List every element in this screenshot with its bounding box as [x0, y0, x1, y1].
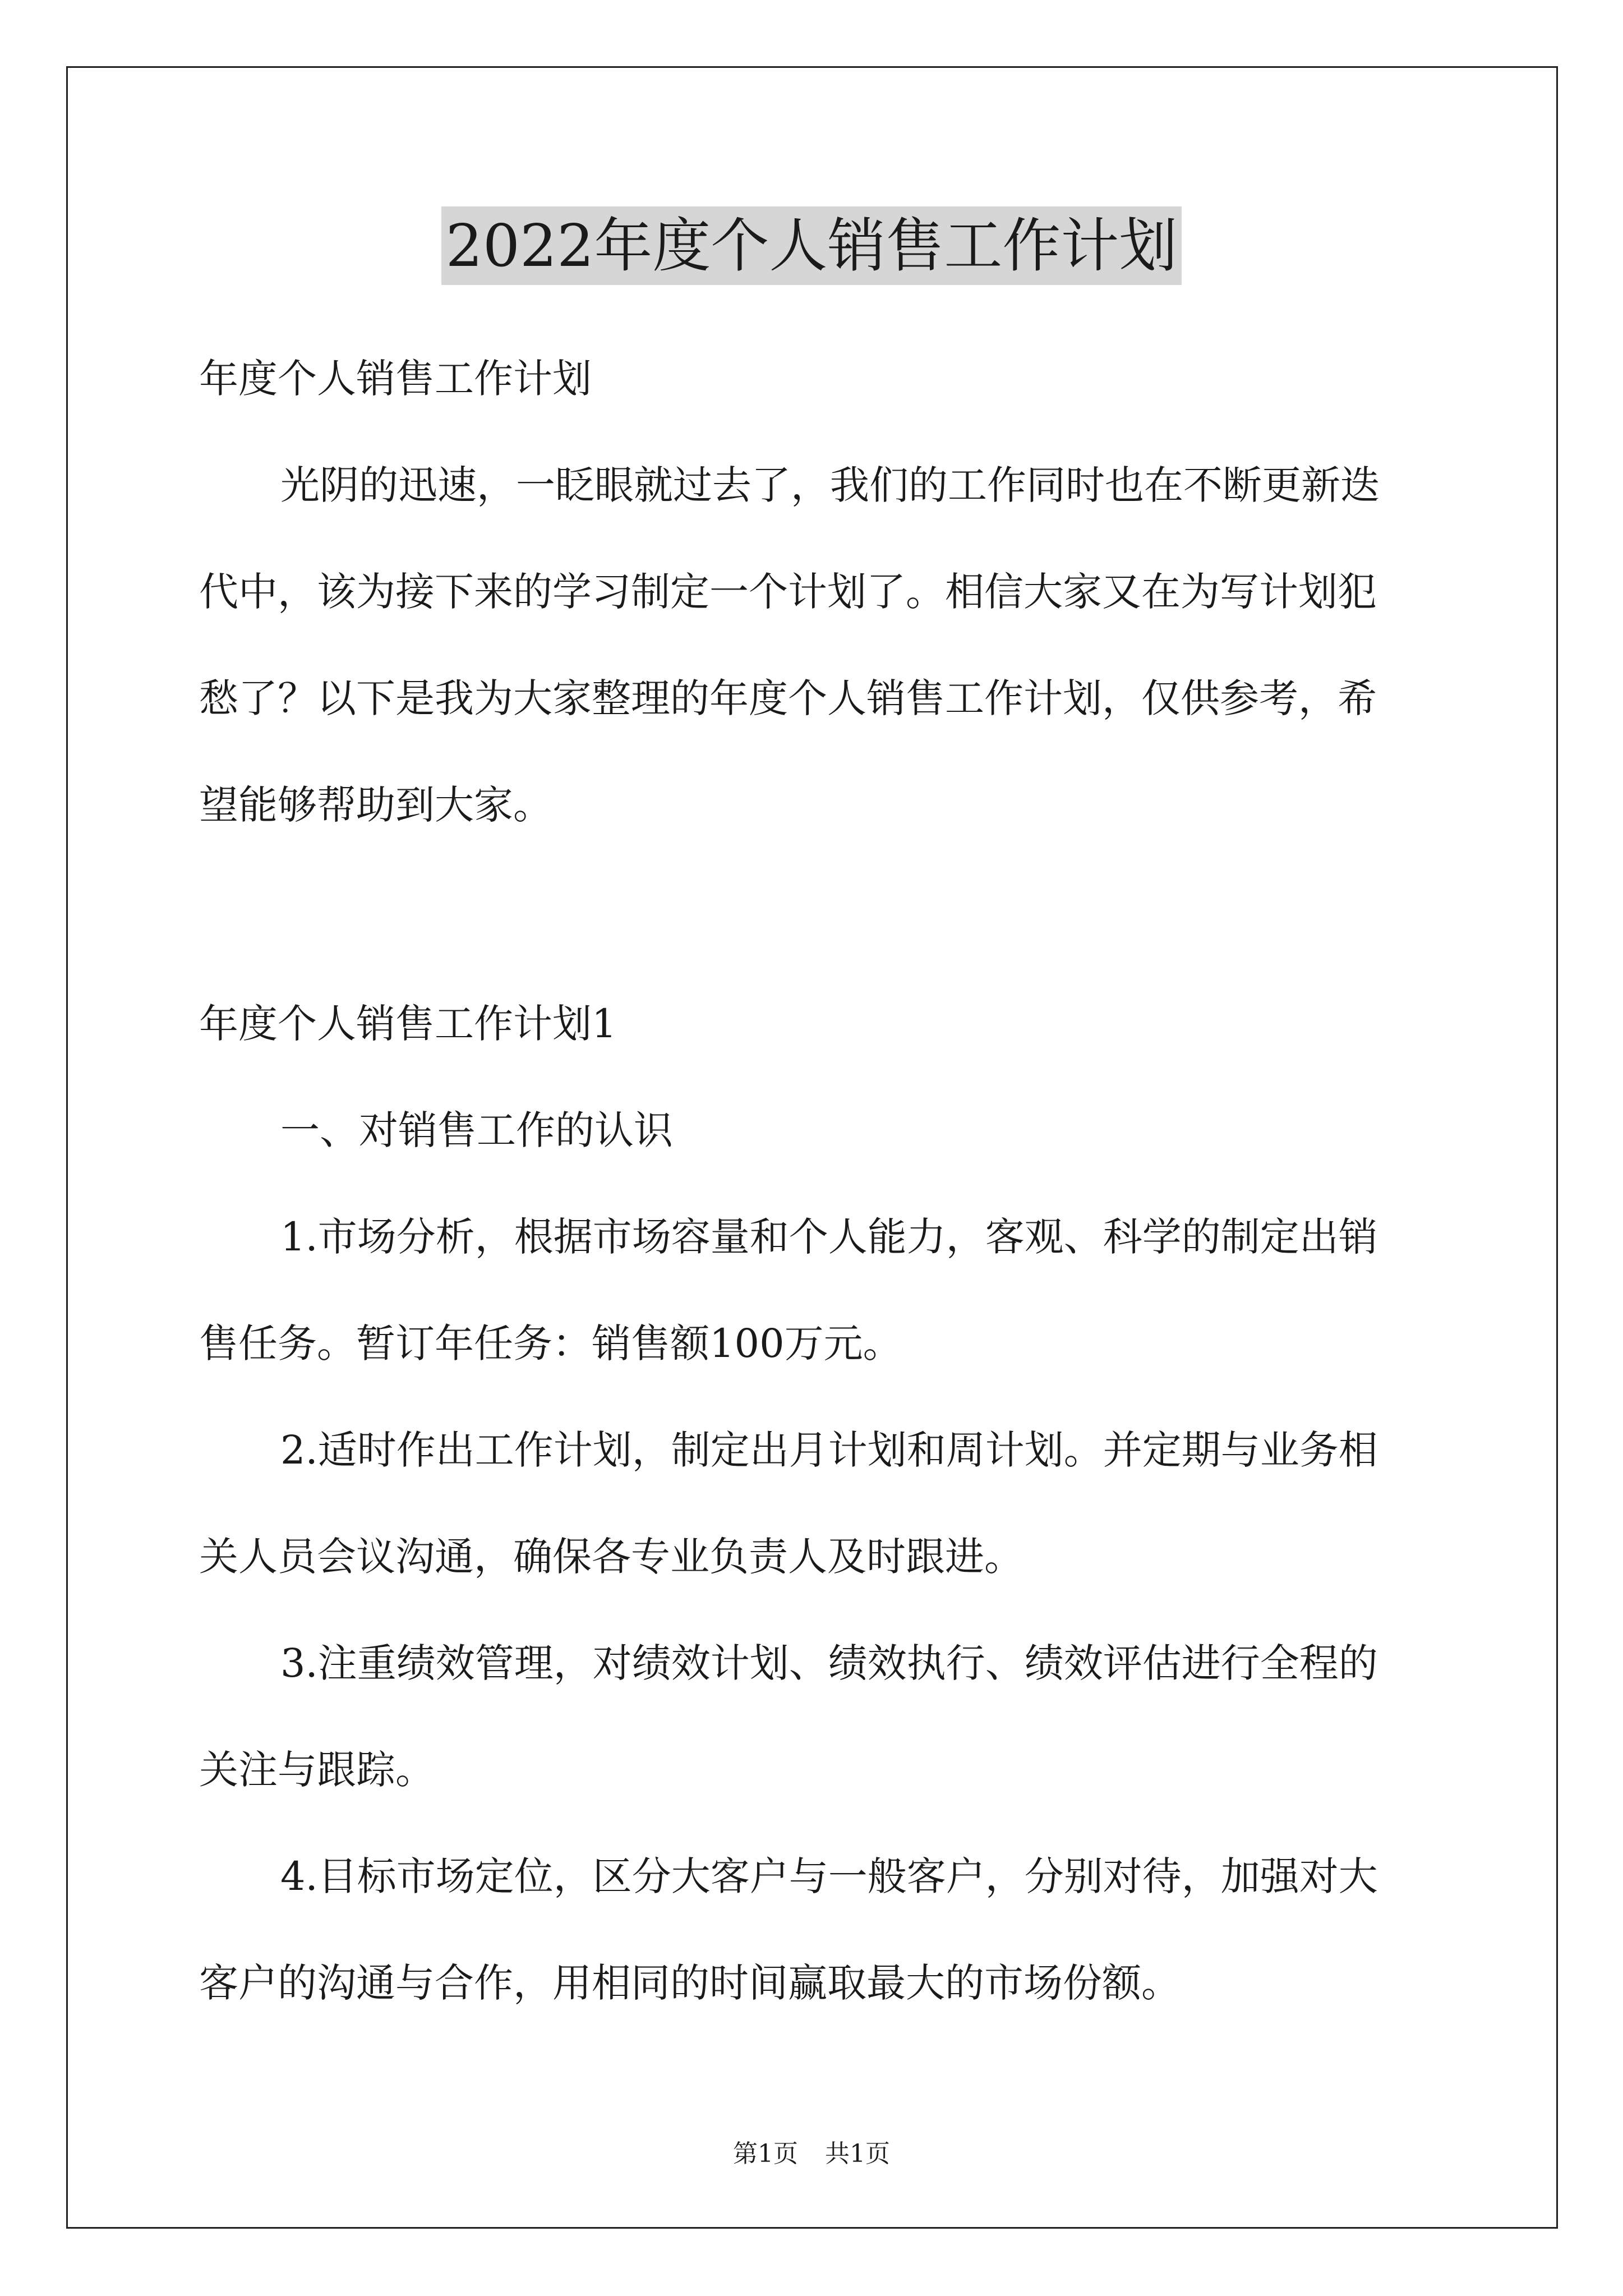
title-container — [0, 206, 1623, 285]
item-1-line-1: 1.市场分析，根据市场容量和个人能力，客观、科学的制定出销 — [280, 1214, 1378, 1260]
page-footer — [0, 2137, 1623, 2171]
item-3-line-1: 3.注重绩效管理，对绩效计划、绩效执行、绩效评估进行全程的 — [280, 1640, 1378, 1686]
item-1-line-2: 售任务。暂订年任务：销售额100万元。 — [199, 1320, 902, 1366]
page-total: 共1页 — [825, 2139, 890, 2168]
intro-line-4: 望能够帮助到大家。 — [199, 782, 552, 828]
part-heading: 一、对销售工作的认识 — [280, 1107, 673, 1153]
item-2-line-1: 2.适时作出工作计划，制定出月计划和周计划。并定期与业务相 — [280, 1427, 1378, 1473]
intro-line-1: 光阴的迅速，一眨眼就过去了，我们的工作同时也在不断更新迭 — [280, 462, 1380, 508]
item-4-line-2: 客户的沟通与合作，用相同的时间赢取最大的市场份额。 — [199, 1960, 1181, 2006]
intro-line-2: 代中，该为接下来的学习制定一个计划了。相信大家又在为写计划犯 — [199, 569, 1377, 615]
item-4-line-1: 4.目标市场定位，区分大客户与一般客户，分别对待，加强对大 — [280, 1853, 1378, 1899]
item-3-line-2: 关注与跟踪。 — [199, 1747, 435, 1793]
intro-line-3: 愁了？以下是我为大家整理的年度个人销售工作计划，仅供参考，希 — [199, 675, 1377, 721]
subtitle: 年度个人销售工作计划 — [199, 356, 592, 402]
item-2-line-2: 关人员会议沟通，确保各专业负责人及时跟进。 — [199, 1534, 1023, 1580]
document-title: 2022年度个人销售工作计划 — [441, 206, 1182, 285]
section-heading: 年度个人销售工作计划1 — [199, 1001, 617, 1047]
page-number: 第1页 — [733, 2139, 798, 2168]
